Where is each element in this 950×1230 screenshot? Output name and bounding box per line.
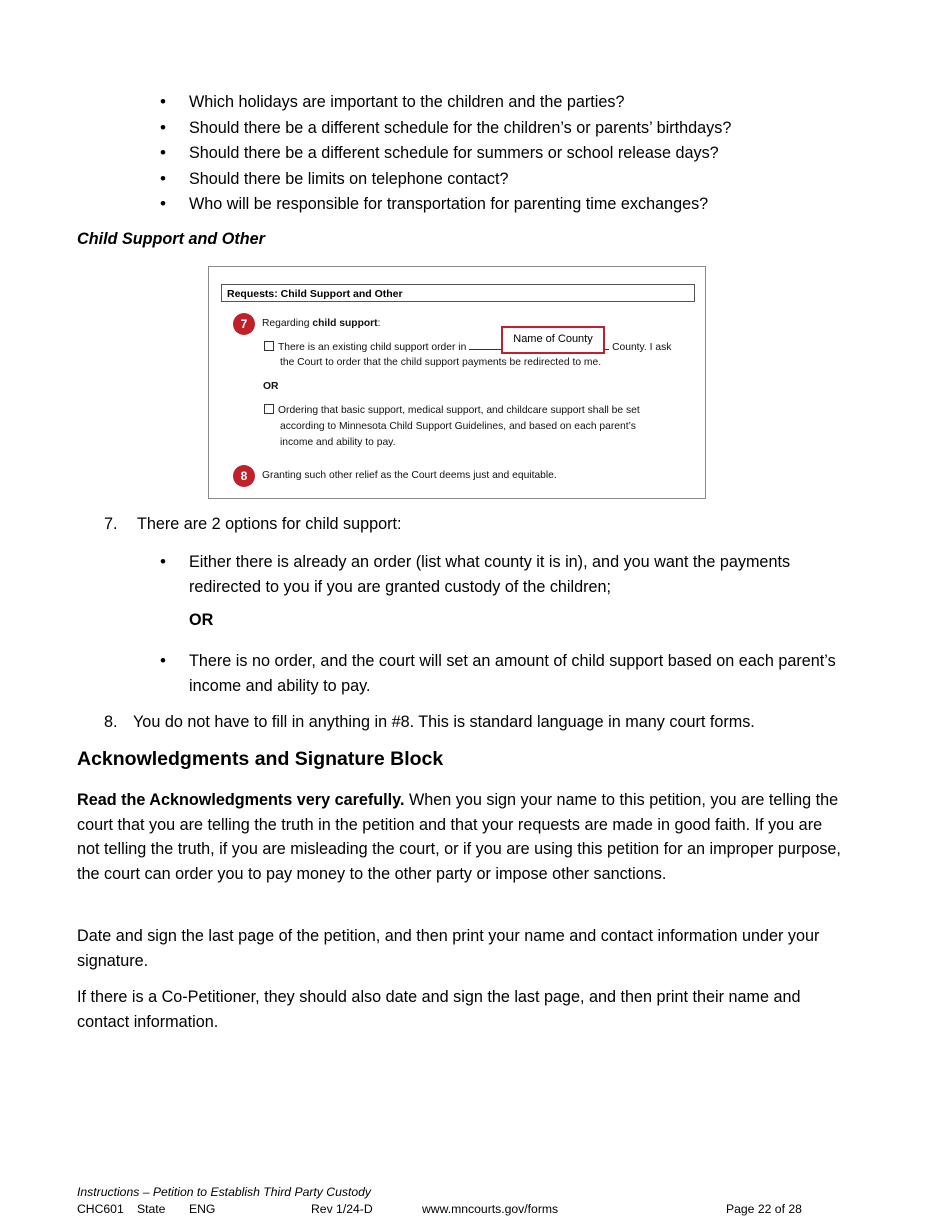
footer-revision: Rev 1/24-D: [311, 1202, 373, 1216]
item-8-badge: 8: [233, 465, 255, 487]
footer-language: ENG: [189, 1202, 216, 1216]
section-heading: Acknowledgments and Signature Block: [77, 748, 444, 770]
option-existing-order-line2: the Court to order that the child support payments be redirected to me.: [280, 357, 602, 368]
item-8-text: Granting such other relief as the Court deems just and equitable.: [262, 470, 557, 481]
child-support-option-b: • There is no order, and the court will set an amount of child support based on each parent’s income and ability to pay.: [160, 649, 840, 698]
checkbox-guidelines: [264, 404, 274, 414]
item-8-text-instruction: You do not have to fill in anything in #8. This is standard language in many court forms.: [133, 713, 755, 731]
sign-instructions-paragraph: Date and sign the last page of the petition, and then print your name and contact information under your signature.: [77, 927, 820, 970]
checkbox-existing-order: [264, 341, 274, 351]
item-7-label: Regarding child support:: [262, 318, 381, 329]
acknowledgments-emphasis: Read the Acknowledgments very carefully.: [77, 791, 405, 809]
item-7-instruction: [104, 512, 402, 536]
footer-page-number: Page 22 of 28: [726, 1202, 802, 1216]
page-footer: [77, 1184, 817, 1218]
item-7-text: There are 2 options for child support:: [137, 515, 402, 533]
footer-jurisdiction: State: [137, 1202, 166, 1216]
item-7-number: 7.: [104, 515, 118, 533]
list-item: • Should there be limits on telephone contact?: [160, 167, 860, 193]
list-item: • Which holidays are important to the children and the parties?: [160, 90, 860, 116]
form-or-label: OR: [263, 381, 279, 392]
form-excerpt-header: Requests: Child Support and Other: [221, 284, 695, 302]
footer-url: www.mncourts.gov/forms: [422, 1202, 559, 1216]
footer-document-title: Instructions – Petition to Establish Third Party Custody: [77, 1185, 371, 1199]
co-petitioner-paragraph: If there is a Co-Petitioner, they should also date and sign the last page, and then print their name and contact information.: [77, 988, 801, 1031]
option-guidelines-line3: income and ability to pay.: [280, 437, 396, 448]
subheading-child-support: Child Support and Other: [77, 230, 265, 248]
parenting-questions-list: [160, 90, 860, 218]
list-item: • Should there be a different schedule for the children’s or parents’ birthdays?: [160, 116, 860, 142]
footer-form-code: CHC601: [77, 1202, 124, 1216]
item-8-instruction: [104, 710, 755, 734]
item-7-badge: 7: [233, 313, 255, 335]
acknowledgments-paragraph: Read the Acknowledgments very carefully. When you sign your name to this petition, you are telling the court that you are telling the truth in the petition and that your requests are made in good faith. If you are not telling the truth, if you are misleading the court, or if you are using this petition for an improper purpose, the court can order you to pay money to the other party or impose other sanctions.: [77, 791, 841, 883]
item-8-number: 8.: [104, 713, 118, 731]
list-item: • Should there be a different schedule for summers or school release days?: [160, 141, 860, 167]
option-guidelines-line1: Ordering that basic support, medical support, and childcare support shall be set: [264, 403, 640, 419]
option-existing-order-line1: There is an existing child support order in County. I ask: [264, 339, 671, 356]
list-item: • Who will be responsible for transportation for parenting time exchanges?: [160, 192, 860, 218]
footer-meta-row: [77, 1201, 817, 1218]
option-guidelines-line2: according to Minnesota Child Support Guidelines, and based on each parent’s: [280, 421, 636, 432]
form-excerpt-image: [208, 266, 706, 499]
or-label: OR: [189, 611, 214, 629]
child-support-option-a: • Either there is already an order (list what county it is in), and you want the payments redirected to you if you are granted custody of the children;: [160, 550, 840, 599]
county-callout: Name of County: [501, 326, 605, 354]
